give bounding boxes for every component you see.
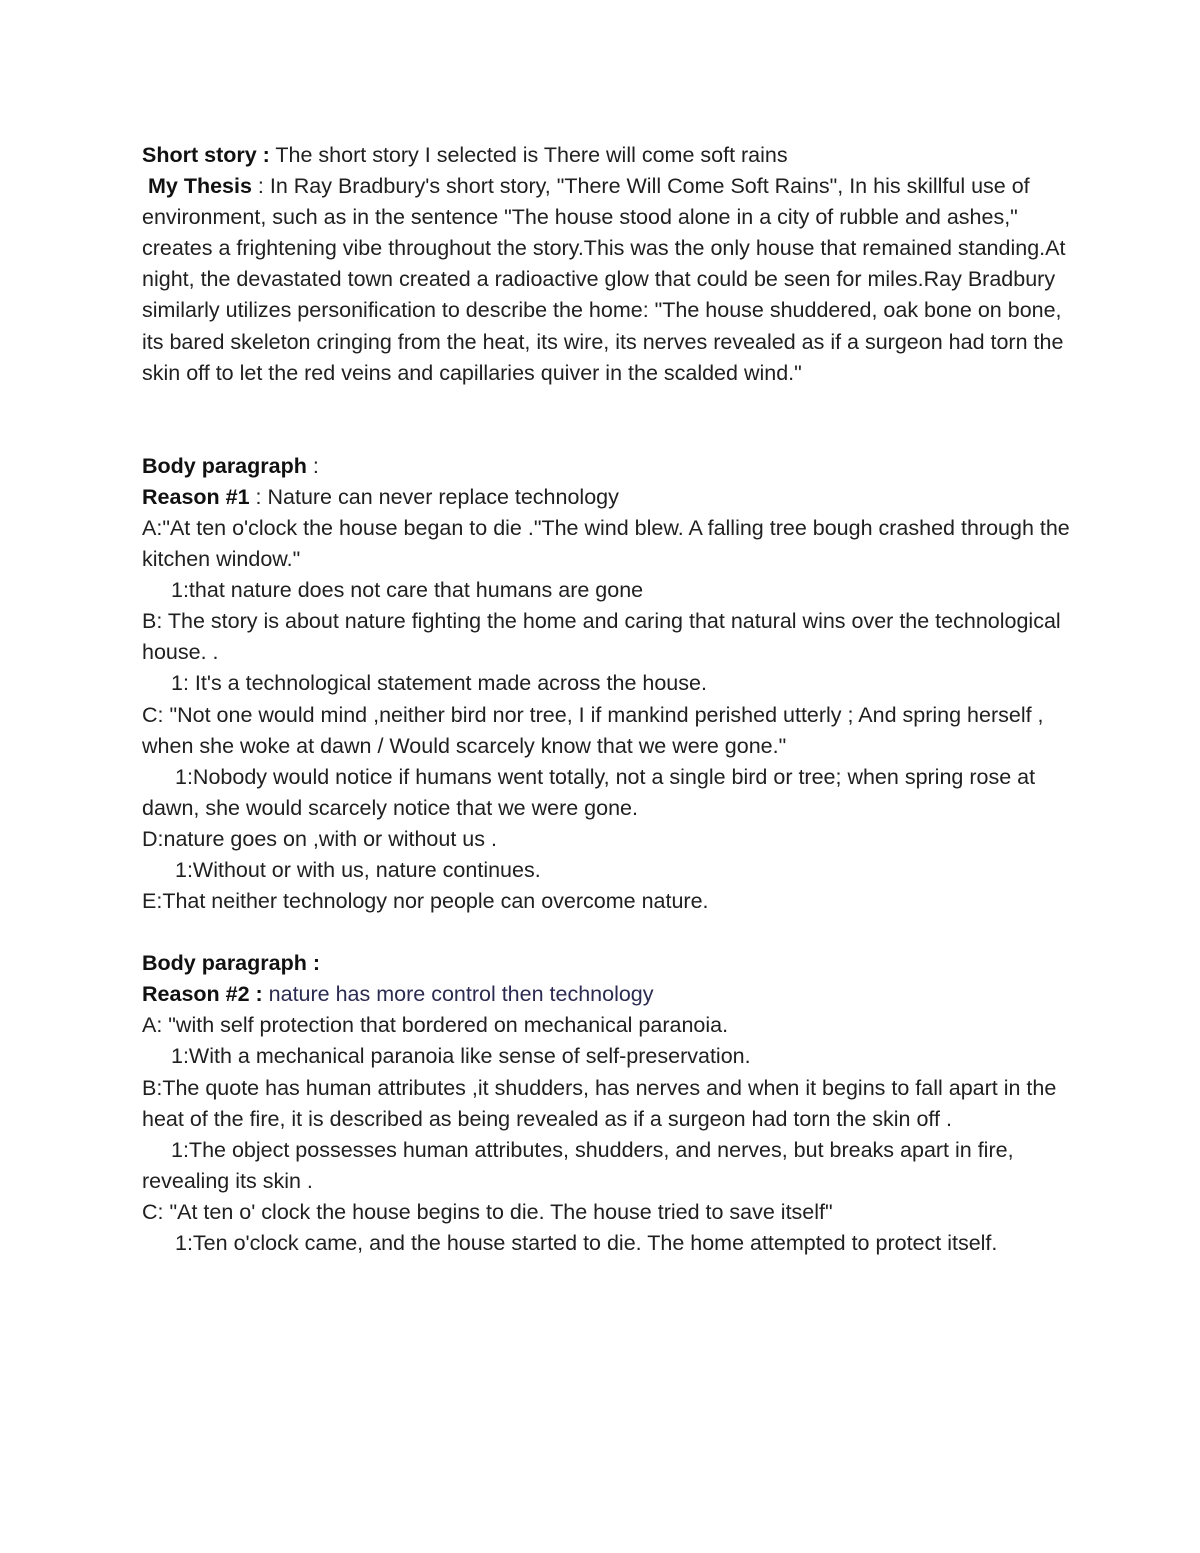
body2-point-c1-text: 1:Ten o'clock came, and the house started to die. The home attempted to protect itself.: [175, 1231, 998, 1255]
body1-point-c1: [142, 762, 1072, 824]
body1-reason-text: : Nature can never replace technology: [249, 484, 619, 509]
short-story-line: [142, 140, 1072, 171]
thesis-label: My Thesis: [147, 174, 252, 199]
body1-point-e: E:That neither technology nor people can overcome nature.: [142, 889, 709, 914]
body1-reason: [142, 482, 1072, 513]
thesis-text: : In Ray Bradbury's short story, "There Will Come Soft Rains", In his skillful use of environment, such as in the sentence "The house stood alone in a city of rubble and ashes," creates a frightening vibe throughout the story.This was the only house that remained standing.At night, the devastated town created a radioactive glow that could be seen for miles.Ray Bradbury similarly utilizes personification to describe the home: "The house shuddered, oak bone on bone, its bared skeleton cringing from the heat, its wire, its nerves revealed as if a surgeon had torn the skin off to let the red veins and capillaries quiver in the scalded wind.": [142, 174, 1066, 385]
body1-point-b: B: The story is about nature fighting the home and caring that natural wins over the technological house. .: [142, 609, 1061, 665]
spacer: [142, 389, 1072, 451]
short-story-label: Short story :: [142, 143, 270, 167]
body2-heading: [142, 948, 1072, 979]
body1-point-b1: 1: It's a technological statement made across the house.: [171, 671, 707, 696]
body1-point-c1-text: 1:Nobody would notice if humans went totally, not a single bird or tree; when spring rose at dawn, she would scarcely notice that we were gone.: [142, 764, 1036, 820]
body2-reason-text: nature has more control then technology: [262, 982, 654, 1007]
body2-point-b1: [142, 1135, 1072, 1197]
body1-reason-label: Reason #1: [142, 484, 250, 509]
body2-point-b: B:The quote has human attributes ,it shudders, has nerves and when it begins to fall apart in the heat of the fire, it is described as being revealed as if a surgeon had torn the skin off .: [142, 1075, 1057, 1131]
body2-reason-label: Reason #2 :: [142, 982, 263, 1007]
thesis-paragraph: [142, 171, 1072, 389]
body1-point-d: D:nature goes on ,with or without us .: [142, 826, 497, 851]
body1-point-a: A:"At ten o'clock the house began to die ."The wind blew. A falling tree bough crashed through the kitchen window.": [142, 515, 1070, 572]
body2-point-b1-text: 1:The object possesses human attributes, shudders, and nerves, but breaks apart in fire, revealing its skin .: [142, 1137, 1014, 1193]
body2-point-c: C: "At ten o' clock the house begins to die. The house tried to save itself": [142, 1199, 833, 1224]
spacer: [142, 917, 1072, 948]
body2-point-c1: [142, 1228, 1072, 1259]
body1-heading: [142, 451, 1072, 482]
body1-heading-suffix: :: [306, 453, 319, 478]
short-story-text: The short story I selected is There will come soft rains: [269, 143, 788, 167]
body1-point-c: C: "Not one would mind ,neither bird nor tree, I if mankind perished utterly ; And spring herself , when she woke at dawn / Would scarcely know that we were gone.": [142, 702, 1044, 758]
body2-point-a: A: "with self protection that bordered on mechanical paranoia.: [142, 1013, 729, 1038]
body2-heading-label: Body paragraph :: [142, 951, 320, 976]
body1-point-d1: 1:Without or with us, nature continues.: [175, 857, 541, 882]
body1-point-a1: 1:that nature does not care that humans are gone: [171, 578, 644, 603]
document-page: [142, 140, 1072, 1259]
body1-heading-label: Body paragraph: [142, 453, 307, 478]
body2-point-a1: 1:With a mechanical paranoia like sense of self-preservation.: [171, 1044, 751, 1069]
body2-reason: [142, 979, 1072, 1010]
